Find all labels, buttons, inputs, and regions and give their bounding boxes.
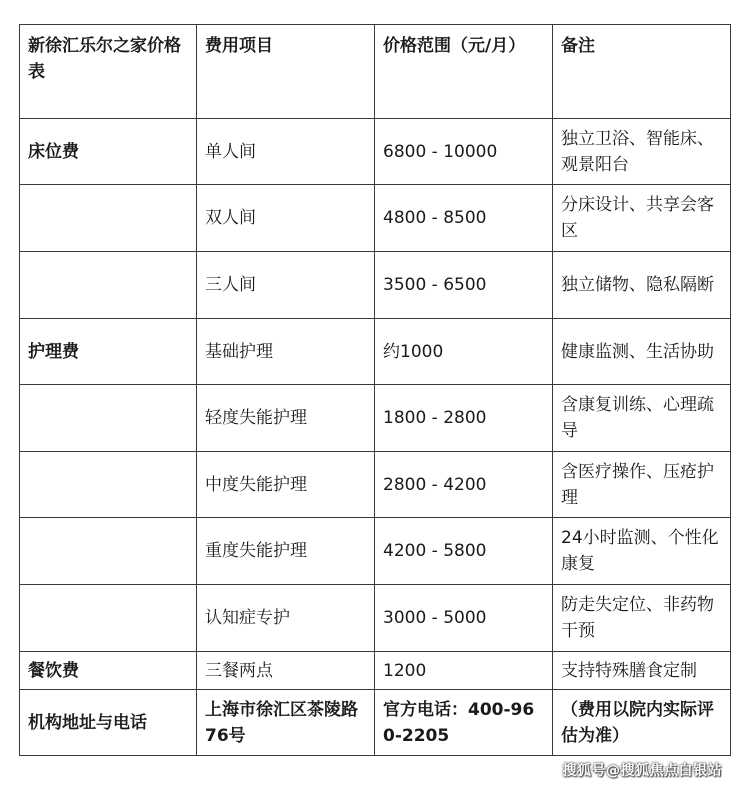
table-row xyxy=(20,518,731,585)
header-item: 费用项目 xyxy=(197,25,375,119)
row-item: 轻度失能护理 xyxy=(197,385,375,452)
watermark: 搜狐号@搜狐焦点白银站 xyxy=(562,763,722,779)
row-note: 防走失定位、非药物干预 xyxy=(553,585,731,652)
row-price: 1800 - 2800 xyxy=(375,385,553,452)
row-note: 含康复训练、心理疏导 xyxy=(553,385,731,452)
row-note: 分床设计、共享会客区 xyxy=(553,185,731,252)
row-item: 三人间 xyxy=(197,252,375,319)
row-price: 4200 - 5800 xyxy=(375,518,553,585)
row-item: 重度失能护理 xyxy=(197,518,375,585)
row-note: 24小时监测、个性化康复 xyxy=(553,518,731,585)
header-note: 备注 xyxy=(553,25,731,119)
price-table xyxy=(19,24,731,756)
row-price: 3500 - 6500 xyxy=(375,252,553,319)
address-label: 机构地址与电话 xyxy=(20,690,197,756)
row-category: 餐饮费 xyxy=(20,652,197,690)
row-item: 三餐两点 xyxy=(197,652,375,690)
row-price: 4800 - 8500 xyxy=(375,185,553,252)
row-category xyxy=(20,518,197,585)
row-price: 1200 xyxy=(375,652,553,690)
row-note: 含医疗操作、压疮护理 xyxy=(553,452,731,518)
row-category: 床位费 xyxy=(20,119,197,185)
row-category xyxy=(20,185,197,252)
row-item: 中度失能护理 xyxy=(197,452,375,518)
row-price: 6800 - 10000 xyxy=(375,119,553,185)
table-row xyxy=(20,119,731,185)
row-item: 基础护理 xyxy=(197,319,375,385)
table-row xyxy=(20,452,731,518)
address-value: 上海市徐汇区茶陵路76号 xyxy=(197,690,375,756)
row-price: 3000 - 5000 xyxy=(375,585,553,652)
table-row xyxy=(20,185,731,252)
row-category xyxy=(20,252,197,319)
row-note: 独立卫浴、智能床、观景阳台 xyxy=(553,119,731,185)
header-row xyxy=(20,25,731,119)
footer-row xyxy=(20,690,731,756)
header-price: 价格范围（元/月） xyxy=(375,25,553,119)
table-title: 新徐汇乐尔之家价格表 xyxy=(20,25,197,119)
row-item: 认知症专护 xyxy=(197,585,375,652)
table-row xyxy=(20,252,731,319)
row-category xyxy=(20,385,197,452)
table-row xyxy=(20,319,731,385)
row-item: 双人间 xyxy=(197,185,375,252)
table-row xyxy=(20,652,731,690)
table-row xyxy=(20,585,731,652)
row-price: 约1000 xyxy=(375,319,553,385)
row-category: 护理费 xyxy=(20,319,197,385)
row-note: 健康监测、生活协助 xyxy=(553,319,731,385)
row-category xyxy=(20,585,197,652)
row-category xyxy=(20,452,197,518)
row-item: 单人间 xyxy=(197,119,375,185)
phone-value: 官方电话：400-960-2205 xyxy=(375,690,553,756)
row-note: 支持特殊膳食定制 xyxy=(553,652,731,690)
disclaimer: （费用以院内实际评估为准） xyxy=(553,690,731,756)
row-price: 2800 - 4200 xyxy=(375,452,553,518)
row-note: 独立储物、隐私隔断 xyxy=(553,252,731,319)
table-row xyxy=(20,385,731,452)
